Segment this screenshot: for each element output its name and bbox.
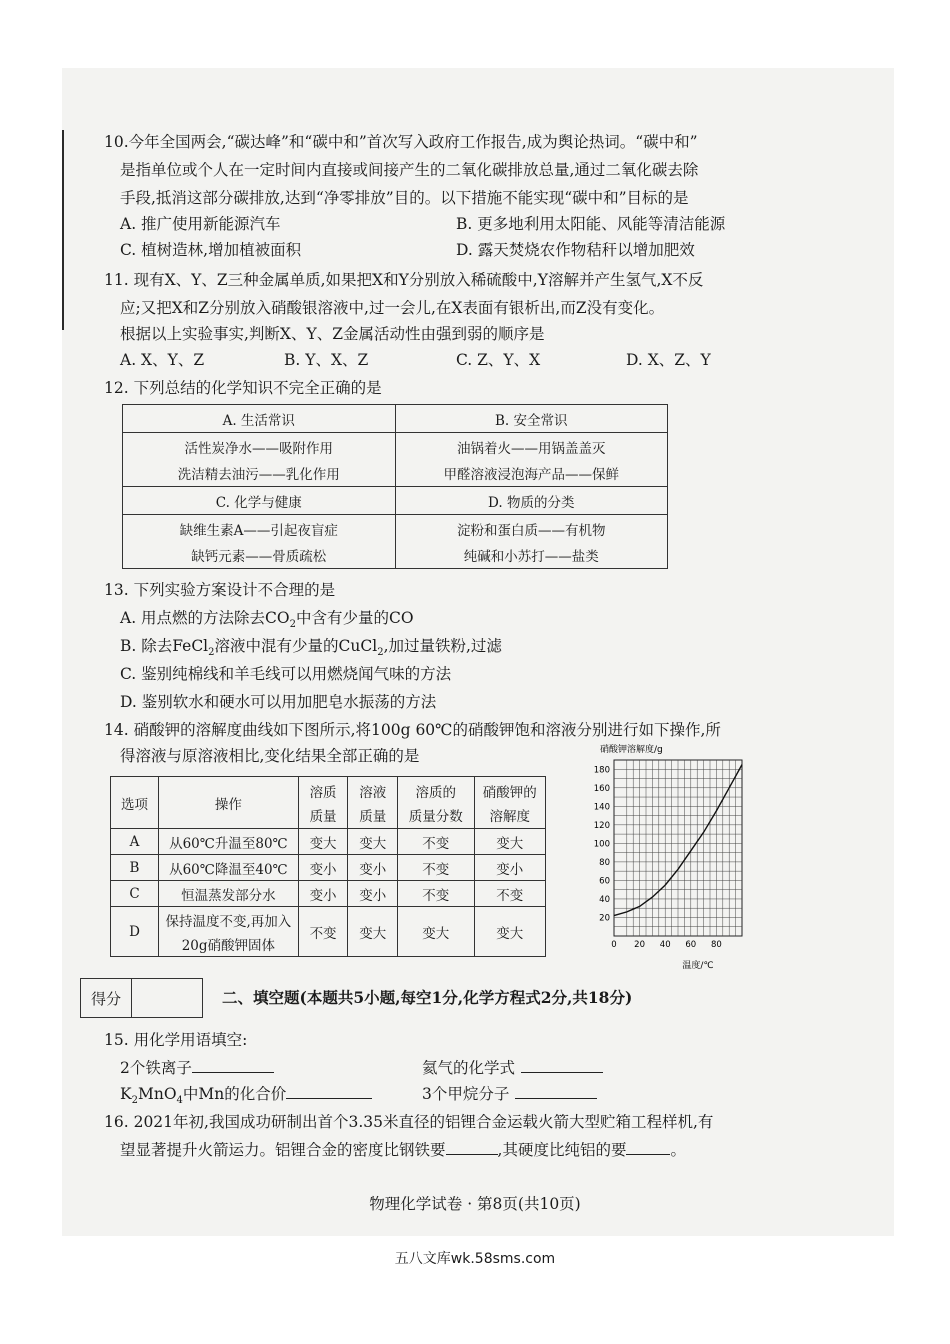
q14-header-cell: 硝酸钾的 溶解度 [474, 777, 545, 829]
x-tick-label: 60 [685, 940, 697, 950]
q14-table-row [111, 907, 546, 957]
x-tick-label: 80 [710, 940, 722, 950]
q14-table-cell: 不变 [298, 907, 348, 957]
q14-header-cell: 操作 [159, 777, 299, 829]
q15-item4: 3个甲烷分子 [422, 1084, 597, 1104]
q16-line2: 望显著提升火箭运力。铝锂合金的密度比钢铁要 ,其硬度比纯铝的要 。 [120, 1141, 686, 1159]
q12-c-content [123, 515, 396, 569]
q13-option-d: D. 鉴别软水和硬水可以用加肥皂水振荡的方法 [120, 693, 437, 711]
q14-table-cell: 变小 [298, 855, 348, 881]
q15-blank4[interactable] [515, 1084, 597, 1099]
q12-a-head: A. 生活常识 [123, 405, 396, 433]
q14-table-cell: 变大 [348, 829, 398, 855]
q14-table-cell: 从60℃降温至40℃ [159, 855, 299, 881]
q14-table-cell: 不变 [398, 829, 474, 855]
y-tick-label: 20 [599, 913, 610, 924]
q14-table-row [111, 881, 546, 907]
q12-a-line2: 洗洁精去油污——乳化作用 [177, 466, 340, 483]
q14-table-row [111, 829, 546, 855]
q13-stem: 13. 下列实验方案设计不合理的是 [104, 581, 336, 599]
q14-table-row [111, 855, 546, 881]
q14-table-cell: 变大 [348, 907, 398, 957]
q12-a-content [123, 433, 396, 487]
chart-ylabel: 硝酸钾溶解度/g [600, 745, 663, 755]
q12-c-head: C. 化学与健康 [123, 487, 396, 515]
q14-table-cell: 不变 [474, 881, 545, 907]
q14-table-cell: A [111, 829, 159, 855]
q10-option-b: B. 更多地利用太阳能、风能等清洁能源 [456, 215, 726, 233]
q14-table-cell: 变大 [298, 829, 348, 855]
q11-option-b: B. Y、X、Z [284, 351, 369, 369]
q14-table-cell: 不变 [398, 881, 474, 907]
q15-stem: 15. 用化学用语填空: [104, 1031, 248, 1049]
x-tick-label: 20 [634, 940, 646, 950]
q10-line3: 手段,抵消这部分碳排放,达到“净零排放”目的。以下措施不能实现“碳中和”目标的是 [120, 189, 689, 207]
score-box [80, 978, 203, 1018]
q14-header-cell: 溶质 质量 [298, 777, 348, 829]
q14-table-cell: 从60℃升温至80℃ [159, 829, 299, 855]
q14-table-cell: 变大 [474, 829, 545, 855]
page-footer: 物理化学试卷 · 第8页(共10页) [369, 1195, 581, 1213]
q14-table-cell: 变大 [398, 907, 474, 957]
y-tick-label: 160 [593, 783, 610, 794]
score-field[interactable] [132, 978, 203, 1018]
q12-d-head: D. 物质的分类 [395, 487, 668, 515]
q12-c-line1: 缺维生素A——引起夜盲症 [179, 522, 338, 539]
q14-table-cell: C [111, 881, 159, 907]
q14-table-cell: B [111, 855, 159, 881]
q11-option-a: A. X、Y、Z [120, 351, 205, 369]
q13-option-a: A. 用点燃的方法除去$CO_2$中含有少量的CO [120, 609, 414, 631]
q14-header-cell: 溶质的 质量分数 [398, 777, 474, 829]
q10-option-a: A. 推广使用新能源汽车 [120, 215, 281, 233]
q14-table-cell: 不变 [398, 855, 474, 881]
q14-table-cell: 变小 [474, 855, 545, 881]
q12-b-line2: 甲醛溶液浸泡海产品——保鲜 [443, 466, 619, 483]
q16-blank1[interactable] [446, 1140, 498, 1155]
q15-blank1[interactable] [192, 1058, 274, 1073]
q11-line3: 根据以上实验事实,判断X、Y、Z金属活动性由强到弱的顺序是 [120, 325, 545, 343]
q14-header-cell: 溶液 质量 [348, 777, 398, 829]
watermark-text: 五八文库wk.58sms.com [394, 1251, 556, 1267]
y-tick-label: 40 [599, 894, 610, 905]
y-tick-label: 180 [593, 765, 610, 776]
q14-operation-table [110, 776, 546, 957]
q12-a-line1: 活性炭净水——吸附作用 [184, 440, 333, 457]
q11-option-d: D. X、Z、Y [626, 351, 711, 369]
q14-table-cell: 变小 [298, 881, 348, 907]
q14-line2: 得溶液与原溶液相比,变化结果全部正确的是 [120, 747, 420, 765]
q15-item3: $K_2MnO_4$中Mn的化合价 [120, 1084, 372, 1111]
q11-option-c: C. Z、Y、X [456, 351, 541, 369]
q14-table-cell: 保持温度不变,再加入 20g硝酸钾固体 [159, 907, 299, 957]
x-tick-label: 0 [611, 940, 617, 950]
y-tick-label: 60 [599, 876, 610, 887]
q12-c-line2: 缺钙元素——骨质疏松 [191, 548, 327, 565]
q12-d-line1: 淀粉和蛋白质——有机物 [457, 522, 606, 539]
q15-blank2[interactable] [521, 1058, 603, 1073]
q11-line1: 11. 现有X、Y、Z三种金属单质,如果把X和Y分别放入稀硫酸中,Y溶解并产生氢气,X不反 [104, 271, 704, 289]
q10-option-c: C. 植树造林,增加植被面积 [120, 241, 302, 259]
q15-blank3[interactable] [286, 1084, 372, 1099]
q12-d-line2: 纯碱和小苏打——盐类 [463, 548, 599, 565]
y-tick-label: 80 [599, 857, 610, 868]
q14-table-cell: 变小 [348, 855, 398, 881]
q14-table-cell: D [111, 907, 159, 957]
q15-item2: 氦气的化学式 [422, 1058, 603, 1078]
q15-item1: 2个铁离子 [120, 1058, 274, 1078]
x-tick-label: 40 [659, 940, 671, 950]
q14-table-cell: 变小 [348, 881, 398, 907]
q12-b-content [395, 433, 668, 487]
chart-xlabel: 温度/℃ [682, 961, 714, 971]
q14-table-cell: 变大 [474, 907, 545, 957]
q12-stem: 12. 下列总结的化学知识不完全正确的是 [104, 379, 382, 397]
q16-line1: 16. 2021年初,我国成功研制出首个3.35米直径的铝锂合金运载火箭大型贮箱工程样机,有 [104, 1113, 714, 1131]
q13-option-c: C. 鉴别纯棉线和羊毛线可以用燃烧闻气味的方法 [120, 665, 452, 683]
q14-table-cell: 恒温蒸发部分水 [159, 881, 299, 907]
q12-b-head: B. 安全常识 [395, 405, 668, 433]
q10-line2: 是指单位或个人在一定时间内直接或间接产生的二氧化碳排放总量,通过二氧化碳去除 [120, 161, 699, 179]
solubility-chart [586, 740, 756, 972]
q16-blank2[interactable] [626, 1140, 670, 1155]
y-tick-label: 100 [593, 839, 610, 850]
y-tick-label: 140 [593, 802, 610, 813]
q12-knowledge-table [122, 404, 668, 569]
q10-line1: 10.今年全国两会,“碳达峰”和“碳中和”首次写入政府工作报告,成为舆论热词。“碳中和” [104, 133, 698, 151]
section2-title: 二、填空题(本题共5小题,每空1分,化学方程式2分,共18分) [222, 988, 633, 1007]
q12-b-line1: 油锅着火——用锅盖盖灭 [457, 440, 606, 457]
q12-d-content [395, 515, 668, 569]
margin-line [62, 130, 64, 330]
score-label: 得分 [80, 978, 132, 1018]
q14-line1: 14. 硝酸钾的溶解度曲线如下图所示,将100g 60℃的硝酸钾饱和溶液分别进行如下操作,所 [104, 721, 721, 739]
q14-header-cell: 选项 [111, 777, 159, 829]
q11-line2: 应;又把X和Z分别放入硝酸银溶液中,过一会儿,在X表面有银析出,而Z没有变化。 [120, 299, 665, 317]
q13-option-b: B. 除去FeCl$_2$溶液中混有少量的CuCl$_2$,加过量铁粉,过滤 [120, 637, 502, 659]
q10-option-d: D. 露天焚烧农作物秸秆以增加肥效 [456, 241, 695, 259]
y-tick-label: 120 [593, 820, 610, 831]
